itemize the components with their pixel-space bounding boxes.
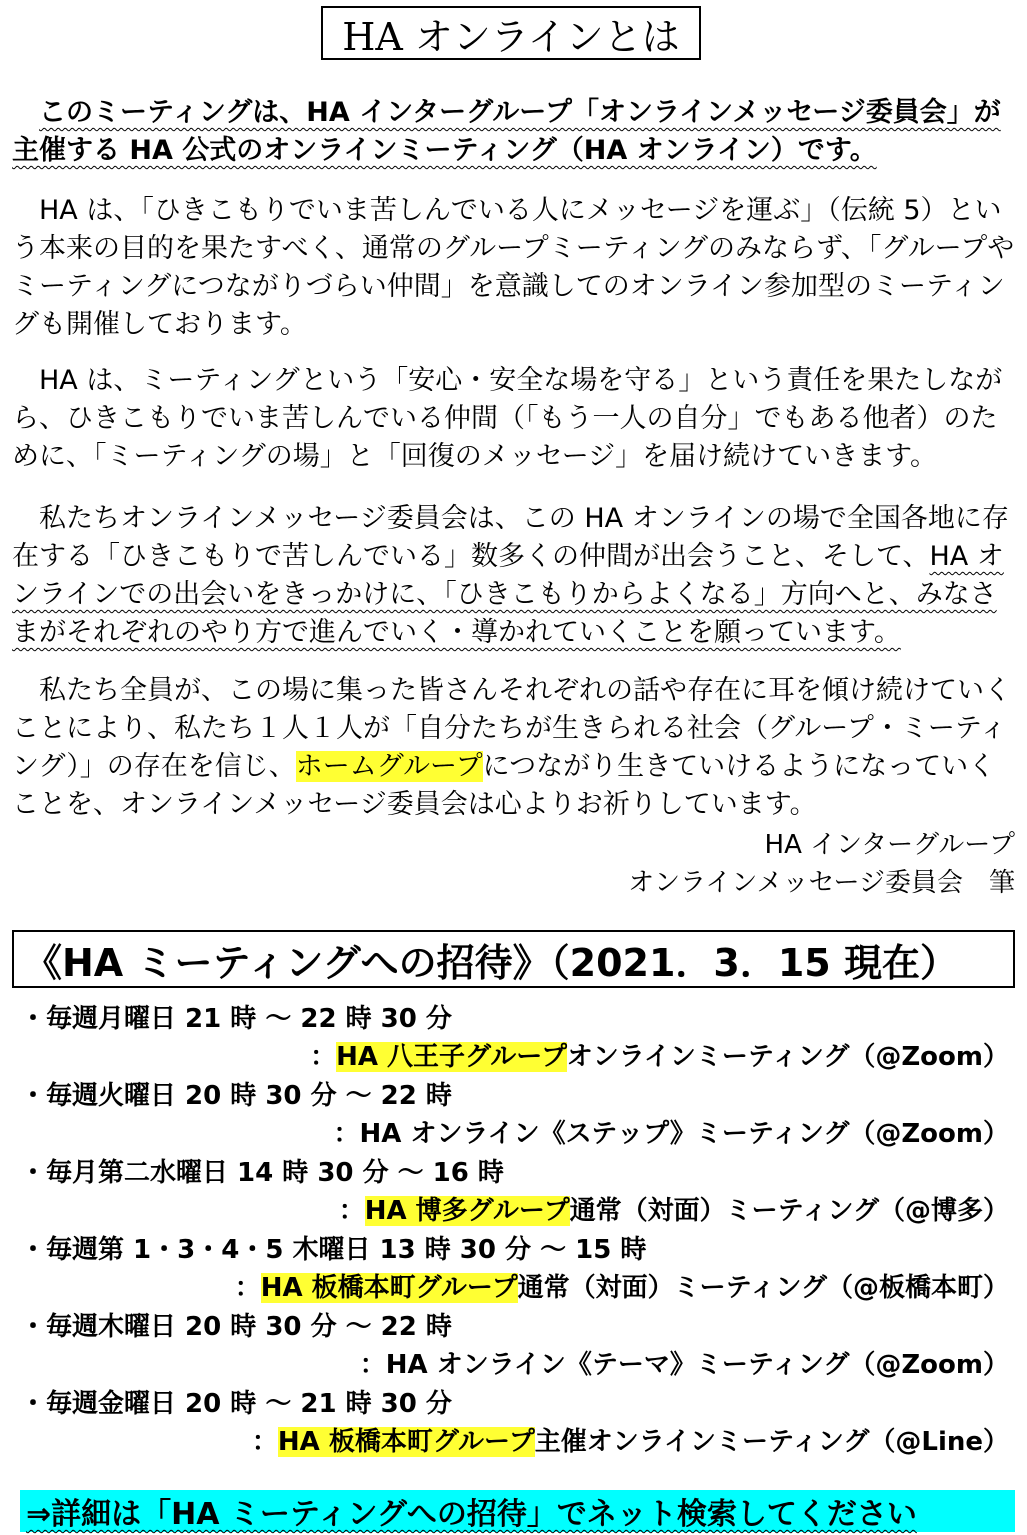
schedule-meeting-type: オンラインミーティング（@Zoom） (566, 1042, 1009, 1072)
schedule-colon: ： (310, 1042, 337, 1072)
paragraph-committee-emphasis: HA オンラインでの出会いをきっかけに、「ひきこもりからよくなる」方向へと、みなさまがそれぞれのやり方で進んでいく・導かれていくことを願っています。 (12, 541, 1004, 648)
schedule-group: HA 板橋本町グループ (277, 1427, 535, 1457)
schedule-when: ・毎週月曜日 21 時 ～ 22 時 30 分 (20, 1004, 452, 1034)
schedule-when: ・毎週木曜日 20 時 30 分 ～ 22 時 (20, 1312, 452, 1342)
paragraph-responsibility (12, 362, 1016, 476)
paragraph-purpose-text: HA は、「ひきこもりでいま苦しんでいる人にメッセージを運ぶ」（伝統 5）という本来の目的を果たすべく、通常のグループミーティングのみならず、「グループやミーティングにつながりづらい仲間」を意識してのオンライン参加型のミーティングも開催しております。 (12, 195, 1015, 340)
paragraph-purpose (12, 192, 1016, 344)
schedule-detail (310, 1038, 1009, 1076)
paragraph-committee (12, 500, 1016, 652)
paragraph-committee-text: 私たちオンラインメッセージ委員会は、この HA オンラインの場で全国各地に存在する「ひきこもりで苦しんでいる」数多くの仲間が出会うこと、そして、 (12, 503, 1009, 572)
home-group-highlight: ホームグループ (295, 751, 483, 782)
schedule-detail (235, 1269, 1009, 1307)
schedule-group: HA 板橋本町グループ (260, 1273, 518, 1303)
intro-text: このミーティングは、HA インターグループ「オンラインメッセージ委員会」が主催する HA 公式のオンラインミーティング（HA オンライン）です。 (12, 97, 1001, 166)
paragraph-prayer (12, 672, 1016, 824)
schedule-detail (334, 1115, 1010, 1153)
paragraph-responsibility-text: HA は、ミーティングという「安心・安全な場を守る」という責任を果たしながら、ひきこもりでいま苦しんでいる仲間（「もう一人の自分」でもある他者）のために、「ミーティングの場」と「回復のメッセージ」を届け続けていきます。 (12, 365, 1003, 472)
schedule-colon: ： (234, 1273, 261, 1303)
schedule-colon: ： (359, 1350, 386, 1380)
paragraph-prayer-before: 私たち全員が、この場に集った皆さんそれぞれの話や存在に耳を傾け続けていくことにより、私たち１人１人が「自分たちが生きられる社会（グループ・ミーティング）」の存在を信じ、 (12, 675, 1011, 782)
signature-group: HA インターグループ (764, 830, 1015, 860)
schedule-detail (360, 1346, 1009, 1384)
schedule-when: ・毎月第二水曜日 14 時 30 分 ～ 16 時 (20, 1158, 504, 1188)
paragraph-prayer-after: につながり生きていけるようになっていくことを、オンラインメッセージ委員会は心よりお祈りしています。 (12, 751, 996, 820)
schedule-colon: ： (251, 1427, 278, 1457)
schedule-colon: ： (333, 1119, 360, 1149)
footer-banner (20, 1490, 1015, 1532)
schedule-meeting-type: 通常（対面）ミーティング（@博多） (569, 1196, 1009, 1226)
schedule-when: ・毎週第 1・3・4・5 木曜日 13 時 30 分 ～ 15 時 (20, 1235, 647, 1265)
schedule-meeting-type: 主催オンラインミーティング（@Line） (534, 1427, 1009, 1457)
schedule-detail (339, 1192, 1009, 1230)
signature-committee: オンラインメッセージ委員会 筆 (628, 868, 1015, 898)
invite-heading: 《HA ミーティングへの招待》（2021．3．15 現在） (12, 930, 1015, 988)
schedule-meeting-type: 通常（対面）ミーティング（@板橋本町） (517, 1273, 1009, 1303)
footer-text: ⇒詳細は「HA ミーティングへの招待」でネット検索してください (26, 1497, 917, 1532)
schedule-group: HA オンライン《ステップ》ミーティング（@Zoom） (359, 1119, 1009, 1149)
schedule-when: ・毎週火曜日 20 時 30 分 ～ 22 時 (20, 1081, 452, 1111)
schedule-colon: ： (338, 1196, 365, 1226)
page-title: HA オンラインとは (321, 6, 701, 60)
intro-paragraph (12, 94, 1016, 170)
schedule-group: HA 八王子グループ (336, 1042, 567, 1072)
schedule-detail (252, 1423, 1009, 1461)
schedule-when: ・毎週金曜日 20 時 ～ 21 時 30 分 (20, 1389, 452, 1419)
schedule-group: HA オンライン《テーマ》ミーティング（@Zoom） (385, 1350, 1009, 1380)
schedule-group: HA 博多グループ (364, 1196, 570, 1226)
